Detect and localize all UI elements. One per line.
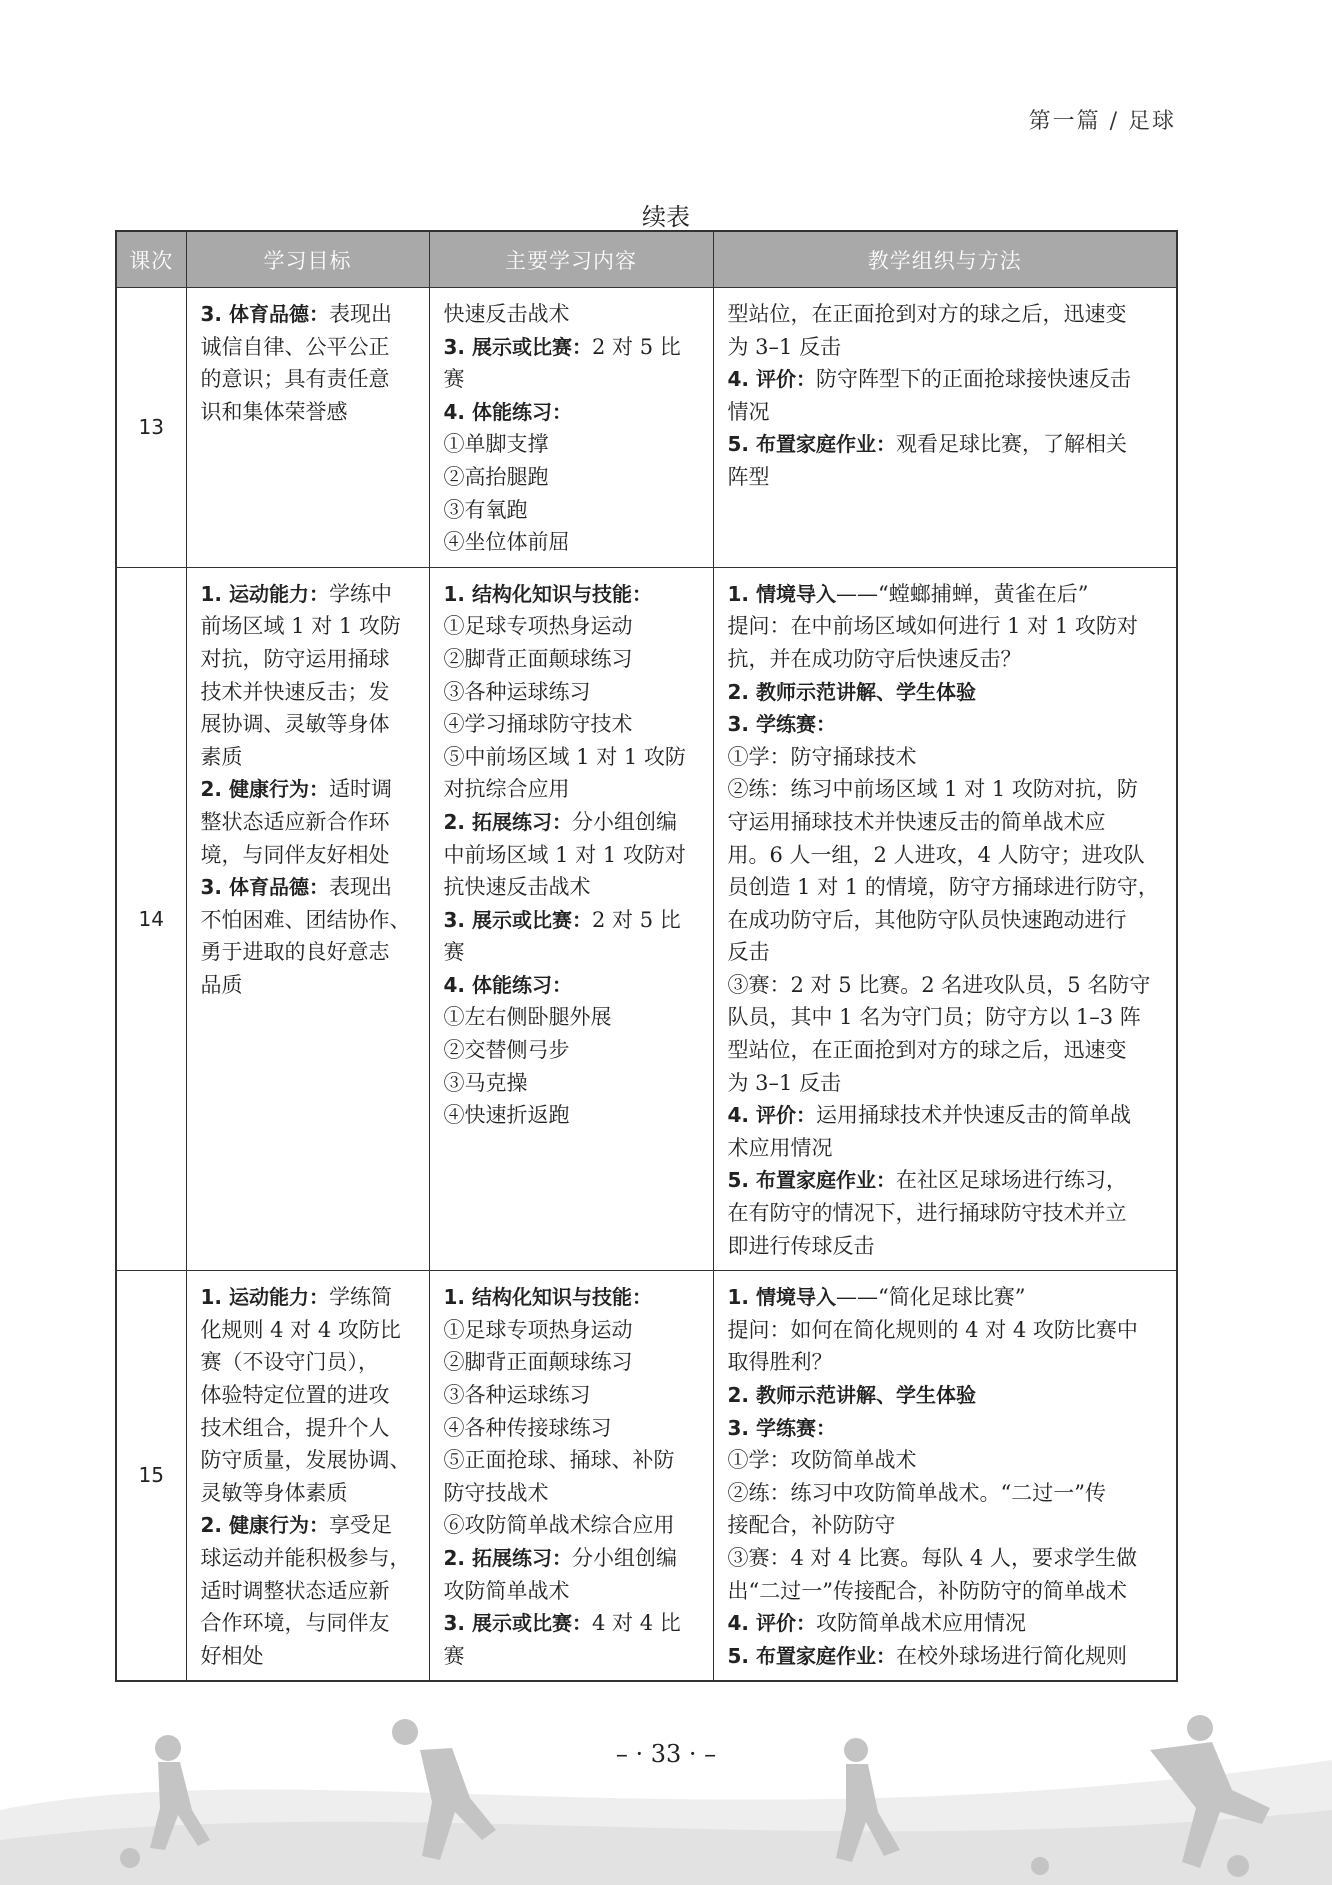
text-line — [444, 1034, 703, 1067]
line-label: 2. 拓展练习： — [443, 1545, 572, 1570]
text-line — [201, 1314, 419, 1347]
line-text: ⑥攻防简单战术综合应用 — [443, 1513, 675, 1538]
text-line — [444, 708, 703, 741]
line-text: 观看足球比赛，了解相关 — [895, 432, 1127, 457]
cell-methods — [713, 567, 1177, 1270]
line-text: ①学：防守捅球技术 — [727, 744, 917, 769]
text-line — [444, 461, 703, 494]
line-text: 抗快速反击战术 — [443, 875, 591, 900]
line-text: 表现出 — [328, 875, 392, 900]
text-line — [728, 1509, 1167, 1542]
line-text: ③各种运球练习 — [443, 1383, 591, 1407]
line-text: 球运动并能积极参与， — [200, 1545, 411, 1570]
text-line — [444, 1314, 703, 1347]
table-caption: 续表 — [642, 203, 690, 231]
line-text: 中前场区域 1 对 1 攻防对 — [443, 842, 686, 867]
line-text: 提问：在中前场区域如何进行 1 对 1 攻防对 — [727, 614, 1138, 639]
text-line — [728, 969, 1167, 1002]
col-header-methods: 教学组织与方法 — [713, 231, 1177, 288]
text-line — [444, 1509, 703, 1542]
line-text: 在成功防守后，其他防守队员快速跑动进行 — [727, 907, 1127, 932]
text-line — [201, 1412, 419, 1445]
table-row — [116, 567, 1177, 1270]
line-text: ③各种运球练习 — [443, 679, 591, 704]
text-line — [728, 1132, 1167, 1165]
lesson-number: 15 — [116, 1271, 186, 1682]
line-text: 赛（不设守门员）， — [200, 1350, 379, 1375]
line-text: 型站位，在正面抢到对方的球之后，迅速变 — [727, 302, 1127, 326]
text-line — [728, 1034, 1167, 1067]
cell-goals — [186, 288, 429, 568]
line-text: ——“螳螂捕蝉，黄雀在后” — [835, 581, 1089, 606]
line-text: 分小组创编 — [571, 1545, 677, 1570]
line-text: 型站位，在正面抢到对方的球之后，迅速变 — [727, 1038, 1127, 1063]
line-text: 攻防简单战术应用情况 — [815, 1611, 1026, 1636]
line-text: 守运用捅球技术并快速反击的简单战术应 — [727, 809, 1106, 834]
text-line — [728, 904, 1167, 937]
line-text: ③赛：2 对 5 比赛。2 名进攻队员，5 名防守 — [727, 972, 1151, 997]
line-label: 2. 健康行为： — [200, 777, 329, 802]
text-line — [201, 1509, 419, 1542]
text-line — [444, 1542, 703, 1575]
text-line — [444, 839, 703, 872]
text-line — [444, 1346, 703, 1379]
line-text: 2 对 5 比 — [591, 334, 681, 359]
text-line — [728, 643, 1167, 676]
line-text: ②交替侧弓步 — [443, 1038, 570, 1063]
line-text: ③有氧跑 — [443, 497, 528, 522]
text-line — [728, 396, 1167, 429]
text-line — [444, 741, 703, 774]
line-text: ②脚背正面颠球练习 — [443, 1350, 633, 1375]
line-text: ⑤正面抢球、捅球、补防 — [443, 1448, 675, 1473]
text-line — [728, 1444, 1167, 1477]
text-line — [444, 1477, 703, 1510]
line-text: 技术组合，提升个人 — [200, 1415, 390, 1440]
line-label: 1. 情境导入 — [727, 1285, 836, 1310]
line-text: 素质 — [200, 744, 243, 769]
text-line — [201, 1346, 419, 1379]
line-text: 前场区域 1 对 1 攻防 — [200, 614, 401, 639]
line-text: 防守技战术 — [443, 1480, 549, 1505]
lesson-number: 14 — [116, 567, 186, 1270]
line-text: 为 3–1 反击 — [727, 1070, 842, 1095]
line-text: 赛 — [443, 367, 465, 392]
line-label: 2. 教师示范讲解、学生体验 — [727, 1383, 976, 1407]
line-text: 体验特定位置的进攻 — [200, 1383, 390, 1407]
line-text: 用。6 人一组，2 人进攻，4 人防守；进攻队 — [727, 842, 1145, 867]
text-line — [728, 1542, 1167, 1575]
line-text: 整状态适应新合作环 — [200, 809, 390, 834]
text-line — [444, 526, 703, 559]
line-text: 赛 — [443, 940, 465, 965]
text-line — [201, 610, 419, 643]
line-text: 提问：如何在简化规则的 4 对 4 攻防比赛中 — [727, 1317, 1138, 1342]
text-line — [444, 363, 703, 396]
line-text: 即进行传球反击 — [727, 1233, 875, 1258]
text-line — [444, 643, 703, 676]
cell-methods — [713, 1271, 1177, 1682]
text-line — [201, 298, 419, 331]
line-text: 分小组创编 — [571, 809, 677, 834]
line-text: ④快速折返跑 — [443, 1103, 570, 1128]
text-line — [201, 1281, 419, 1314]
line-text: 情况 — [727, 399, 770, 424]
text-line — [728, 1379, 1167, 1412]
text-line — [201, 676, 419, 709]
text-line — [444, 1640, 703, 1673]
text-line — [444, 936, 703, 969]
text-line — [728, 1640, 1167, 1673]
line-text: 阵型 — [727, 464, 770, 489]
text-line — [201, 741, 419, 774]
text-line — [201, 1444, 419, 1477]
text-line — [728, 331, 1167, 364]
text-line — [444, 1607, 703, 1640]
line-text: 2 对 5 比 — [591, 907, 681, 932]
text-line — [201, 839, 419, 872]
line-text: 勇于进取的良好意志 — [200, 940, 390, 965]
running-header: 第一篇 / 足球 — [1028, 109, 1176, 134]
line-label: 1. 运动能力： — [200, 581, 329, 606]
line-text: 反击 — [727, 940, 770, 965]
text-line — [728, 773, 1167, 806]
line-text: ④各种传接球练习 — [443, 1415, 612, 1440]
text-line — [444, 806, 703, 839]
cell-goals — [186, 1271, 429, 1682]
text-line — [728, 578, 1167, 611]
line-text: 诚信自律、公平公正 — [200, 334, 390, 359]
line-text: 学练中 — [328, 581, 392, 606]
text-line — [201, 331, 419, 364]
text-line — [444, 331, 703, 364]
text-line — [444, 396, 703, 429]
line-text: 学练简 — [328, 1285, 392, 1310]
text-line — [728, 1314, 1167, 1347]
text-line — [728, 298, 1167, 331]
line-text: ②练：练习中前场区域 1 对 1 攻防对抗，防 — [727, 777, 1138, 802]
text-line — [444, 1001, 703, 1034]
line-text: 4 对 4 比 — [591, 1611, 681, 1636]
line-text: 运用捅球技术并快速反击的简单战 — [815, 1103, 1131, 1128]
line-text: ②脚背正面颠球练习 — [443, 646, 633, 671]
text-line — [444, 1412, 703, 1445]
text-line — [728, 1099, 1167, 1132]
line-text: 术应用情况 — [727, 1135, 833, 1160]
line-text: ①足球专项热身运动 — [443, 1317, 633, 1342]
text-line — [728, 1197, 1167, 1230]
text-line — [728, 1412, 1167, 1445]
line-text: 在社区足球场进行练习， — [895, 1168, 1127, 1193]
text-line — [444, 773, 703, 806]
line-text: ①左右侧卧腿外展 — [443, 1005, 612, 1030]
text-line — [728, 839, 1167, 872]
text-line — [201, 363, 419, 396]
text-line — [444, 578, 703, 611]
line-label: 4. 评价： — [727, 367, 816, 392]
text-line — [728, 1230, 1167, 1263]
line-label: 4. 体能练习： — [443, 399, 572, 424]
line-text: 对抗综合应用 — [443, 777, 570, 802]
line-label: 4. 评价： — [727, 1611, 816, 1636]
line-text: 享受足 — [328, 1513, 392, 1538]
line-text: ③赛：4 对 4 比赛。每队 4 人，要求学生做 — [727, 1545, 1137, 1570]
line-text: 接配合，补防防守 — [727, 1513, 896, 1538]
text-line — [728, 1281, 1167, 1314]
line-text: 好相处 — [200, 1643, 264, 1668]
line-label: 1. 运动能力： — [200, 1285, 329, 1310]
line-text: 防守质量，发展协调、 — [200, 1448, 411, 1473]
text-line — [201, 396, 419, 429]
text-line — [728, 1607, 1167, 1640]
line-text: 为 3–1 反击 — [727, 334, 842, 359]
text-line — [444, 494, 703, 527]
line-label: 3. 体育品德： — [200, 875, 329, 900]
line-text: ③马克操 — [443, 1070, 528, 1095]
cell-methods — [713, 288, 1177, 568]
cell-goals — [186, 567, 429, 1270]
line-text: 防守阵型下的正面抢球接快速反击 — [815, 367, 1131, 392]
line-text: 适时调整状态适应新 — [200, 1578, 390, 1603]
line-text: 境，与同伴友好相处 — [200, 842, 390, 867]
text-line — [201, 1607, 419, 1640]
line-text: ⑤中前场区域 1 对 1 攻防 — [443, 744, 686, 769]
page-number: – · 33 · – — [615, 1740, 717, 1768]
text-line — [201, 1640, 419, 1673]
text-line — [201, 904, 419, 937]
text-line — [728, 461, 1167, 494]
text-line — [728, 806, 1167, 839]
line-label: 3. 体育品德： — [200, 302, 329, 326]
line-label: 3. 学练赛： — [727, 1415, 836, 1440]
line-label: 1. 情境导入 — [727, 581, 836, 606]
text-line — [201, 1575, 419, 1608]
footer-decoration — [0, 1690, 1332, 1885]
line-label: 5. 布置家庭作业： — [727, 1168, 896, 1193]
lesson-number: 13 — [116, 288, 186, 568]
text-line — [728, 1477, 1167, 1510]
text-line — [201, 871, 419, 904]
text-line — [201, 578, 419, 611]
text-line — [444, 676, 703, 709]
line-text: 员创造 1 对 1 的情境，防守方捅球进行防守， — [727, 875, 1159, 900]
text-line — [201, 969, 419, 1002]
line-text: 抗，并在成功防守后快速反击？ — [727, 646, 1022, 671]
line-label: 3. 展示或比赛： — [443, 907, 592, 932]
line-label: 2. 拓展练习： — [443, 809, 572, 834]
text-line — [201, 1542, 419, 1575]
text-line — [728, 1001, 1167, 1034]
text-line — [728, 610, 1167, 643]
text-line — [728, 676, 1167, 709]
line-label: 3. 展示或比赛： — [443, 1611, 592, 1636]
text-line — [728, 1346, 1167, 1379]
text-line — [728, 1164, 1167, 1197]
col-header-goals: 学习目标 — [186, 231, 429, 288]
line-text: 在有防守的情况下，进行捅球防守技术并立 — [727, 1201, 1127, 1226]
lesson-plan-table — [115, 230, 1178, 1682]
text-line — [201, 643, 419, 676]
line-text: ①单脚支撑 — [443, 432, 549, 457]
text-line — [728, 741, 1167, 774]
line-label: 1. 结构化知识与技能： — [443, 581, 652, 606]
table-row — [116, 288, 1177, 568]
line-text: 的意识；具有责任意 — [200, 367, 390, 392]
line-text: 不怕困难、团结协作、 — [200, 907, 411, 932]
text-line — [444, 1575, 703, 1608]
line-text: 攻防简单战术 — [443, 1578, 570, 1603]
line-text: ④学习捅球防守技术 — [443, 712, 633, 737]
text-line — [444, 1067, 703, 1100]
line-text: ——“简化足球比赛” — [835, 1285, 1026, 1310]
line-label: 1. 结构化知识与技能： — [443, 1285, 652, 1310]
line-text: ④坐位体前屈 — [443, 530, 570, 555]
text-line — [728, 936, 1167, 969]
line-text: 取得胜利？ — [727, 1350, 833, 1375]
line-text: 技术并快速反击；发 — [200, 679, 390, 704]
text-line — [444, 610, 703, 643]
line-text: 对抗，防守运用捅球 — [200, 646, 390, 671]
text-line — [444, 1099, 703, 1132]
text-line — [728, 708, 1167, 741]
col-header-lesson: 课次 — [116, 231, 186, 288]
line-text: ①足球专项热身运动 — [443, 614, 633, 639]
line-text: 展协调、灵敏等身体 — [200, 712, 390, 737]
col-header-content: 主要学习内容 — [429, 231, 713, 288]
text-line — [728, 1067, 1167, 1100]
line-label: 5. 布置家庭作业： — [727, 432, 896, 457]
table-row — [116, 1271, 1177, 1682]
text-line — [444, 1281, 703, 1314]
line-text: 灵敏等身体素质 — [200, 1480, 348, 1505]
cell-content — [429, 1271, 713, 1682]
text-line — [201, 1379, 419, 1412]
line-label: 3. 学练赛： — [727, 712, 836, 737]
text-line — [444, 298, 703, 331]
text-line — [444, 904, 703, 937]
text-line — [201, 1477, 419, 1510]
text-line — [444, 969, 703, 1002]
line-text: 识和集体荣誉感 — [200, 399, 348, 424]
text-line — [444, 1444, 703, 1477]
line-label: 4. 体能练习： — [443, 972, 572, 997]
line-text: 表现出 — [328, 302, 392, 326]
text-line — [728, 871, 1167, 904]
line-text: 适时调 — [328, 777, 392, 802]
cell-content — [429, 567, 713, 1270]
line-label: 2. 健康行为： — [200, 1513, 329, 1538]
text-line — [728, 363, 1167, 396]
line-label: 5. 布置家庭作业： — [727, 1643, 896, 1668]
text-line — [444, 1379, 703, 1412]
line-text: 品质 — [200, 972, 243, 997]
line-text: ②高抬腿跑 — [443, 464, 549, 489]
text-line — [201, 806, 419, 839]
text-line — [728, 1575, 1167, 1608]
text-line — [728, 428, 1167, 461]
line-text: 合作环境，与同伴友 — [200, 1611, 390, 1636]
text-line — [201, 936, 419, 969]
line-text: 赛 — [443, 1643, 465, 1668]
text-line — [444, 428, 703, 461]
line-text: ②练：练习中攻防简单战术。“二过一”传 — [727, 1480, 1106, 1505]
line-text: 化规则 4 对 4 攻防比 — [200, 1317, 401, 1342]
line-text: ①学：攻防简单战术 — [727, 1448, 917, 1473]
cell-content — [429, 288, 713, 568]
line-text: 出“二过一”传接配合，补防防守的简单战术 — [727, 1578, 1127, 1603]
line-text: 在校外球场进行简化规则 — [895, 1643, 1127, 1668]
table-header-row — [116, 231, 1177, 288]
line-label: 2. 教师示范讲解、学生体验 — [727, 679, 976, 704]
text-line — [201, 708, 419, 741]
text-line — [444, 871, 703, 904]
text-line — [201, 773, 419, 806]
line-label: 3. 展示或比赛： — [443, 334, 592, 359]
line-label: 4. 评价： — [727, 1103, 816, 1128]
line-text: 快速反击战术 — [443, 302, 570, 326]
line-text: 队员，其中 1 名为守门员；防守方以 1–3 阵 — [727, 1005, 1141, 1030]
